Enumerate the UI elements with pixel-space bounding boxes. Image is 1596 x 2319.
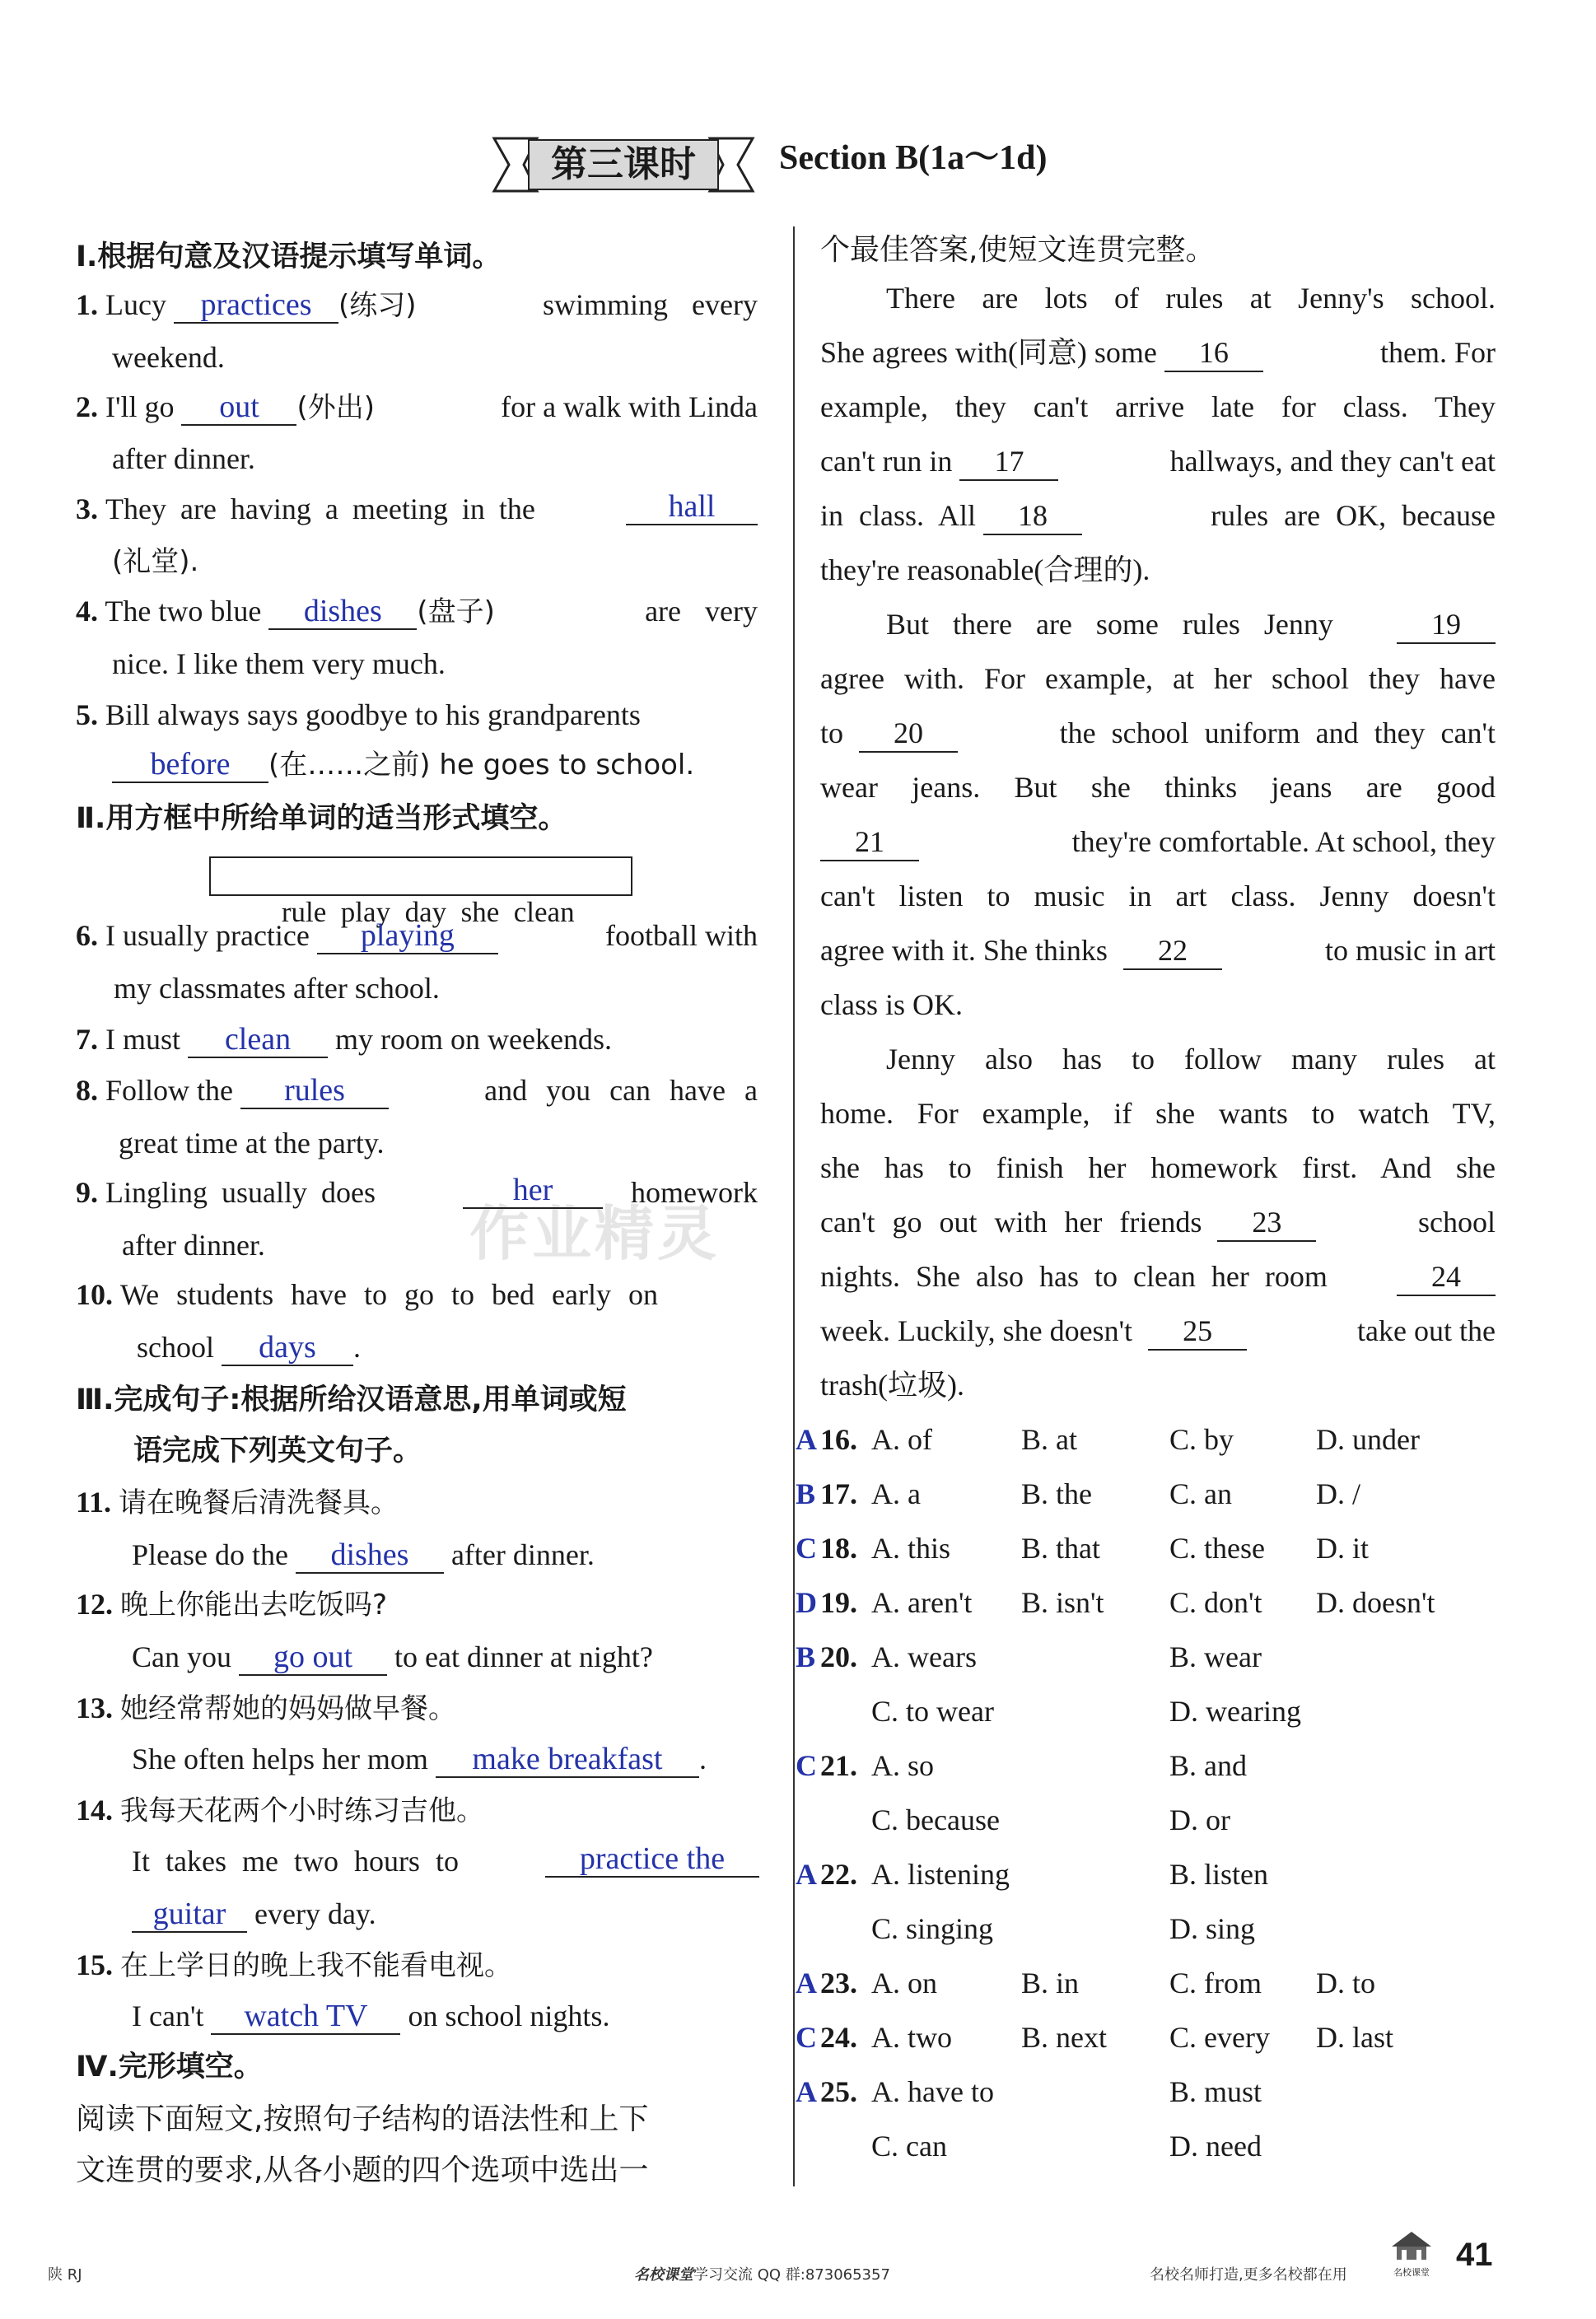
question-15: 15. 在上学日的晚上我不能看电视。 xyxy=(76,1948,512,1982)
question-13: 13. 她经常帮她的妈妈做早餐。 xyxy=(76,1691,456,1725)
blank-18: 18 xyxy=(983,497,1082,535)
choice-number: 20. xyxy=(820,1640,857,1673)
part4-instructions-3: 个最佳答案,使短文连贯完整。 xyxy=(820,233,1216,267)
passage-line: trash(垃圾). xyxy=(820,1369,964,1402)
footer-right-text: 名校名师打造,更多名校都在用 xyxy=(1150,2266,1347,2284)
answer-14: practice the xyxy=(545,1843,759,1878)
answer-6: playing xyxy=(317,920,498,954)
building-logo-icon xyxy=(1388,2228,1435,2261)
blank-22: 22 xyxy=(1123,932,1222,970)
option-c: C. every xyxy=(1169,2021,1270,2054)
choice-number: 22. xyxy=(820,1858,857,1891)
passage-line: class is OK. xyxy=(820,988,963,1021)
option-d: D. last xyxy=(1316,2021,1393,2054)
passage-line: agree with it. She thinks 22 to music in art xyxy=(820,932,1496,970)
selected-answer: A xyxy=(796,1967,817,1999)
passage-line: nights. She also has to clean her room 24 xyxy=(820,1258,1496,1295)
answer-2: out xyxy=(181,391,296,426)
blank-25: 25 xyxy=(1148,1313,1247,1351)
option-c: C. an xyxy=(1169,1477,1232,1510)
answer-4: dishes xyxy=(268,595,417,630)
question-10-cont: school days . xyxy=(137,1330,361,1365)
passage-line: Jenny also has to follow many rules at xyxy=(886,1043,1496,1076)
option-a: A. on xyxy=(871,1967,937,1999)
passage-line: agree with. For example, at her school they have xyxy=(820,662,1496,695)
passage-line: can't go out with her friends 23 school xyxy=(820,1204,1496,1242)
blank-17: 17 xyxy=(959,443,1058,481)
option-c: C. because xyxy=(871,1803,1000,1836)
answer-3: hall xyxy=(626,491,758,525)
blank-19: 19 xyxy=(1397,606,1496,644)
option-b: B. in xyxy=(1021,1967,1080,1999)
question-2-cont: after dinner. xyxy=(112,442,255,475)
option-a: A. of xyxy=(871,1423,932,1456)
passage-line: week. Luckily, she doesn't 25 take out the xyxy=(820,1313,1496,1351)
choice-number: 23. xyxy=(820,1967,857,1999)
answer-12: go out xyxy=(239,1641,387,1676)
passage-line: she has to finish her homework first. And she xyxy=(820,1151,1496,1184)
question-8: 8. Follow the rules and you can have a xyxy=(76,1073,758,1108)
question-14-en: It takes me two hours to practice the xyxy=(132,1843,759,1879)
watermark: 作业精灵 xyxy=(469,1199,721,1268)
choice-number: 18. xyxy=(820,1532,857,1565)
option-c: C. can xyxy=(871,2130,947,2163)
option-d: D. to xyxy=(1316,1967,1375,1999)
option-a: A. a xyxy=(871,1477,921,1510)
option-b: B. at xyxy=(1021,1423,1077,1456)
option-c: C. from xyxy=(1169,1967,1262,1999)
option-c: C. these xyxy=(1169,1532,1265,1565)
question-14-en-2: guitar every day. xyxy=(132,1896,376,1933)
passage-line: There are lots of rules at Jenny's school. xyxy=(886,282,1496,315)
blank-23: 23 xyxy=(1217,1204,1316,1242)
option-a: A. have to xyxy=(871,2075,994,2108)
question-3-cont: (礼堂). xyxy=(112,545,199,578)
answer-15: watch TV xyxy=(211,2000,400,2035)
option-c: C. don't xyxy=(1169,1586,1262,1619)
footer-center: 名校课堂学习交流 QQ 群:873065357 xyxy=(634,2266,890,2284)
question-9-cont: after dinner. xyxy=(122,1229,265,1262)
part2-heading: Ⅱ.用方框中所给单词的适当形式填空。 xyxy=(76,802,567,835)
blank-16: 16 xyxy=(1164,334,1263,372)
column-divider xyxy=(793,226,795,2186)
question-11: 11. 请在晚餐后清洗餐具。 xyxy=(76,1486,399,1519)
part4-instructions-2: 文连贯的要求,从各小题的四个选项中选出一 xyxy=(76,2153,649,2187)
blank-21: 21 xyxy=(820,824,919,861)
question-5-cont: before (在……之前) he goes to school. xyxy=(112,746,694,783)
option-c: C. singing xyxy=(871,1912,994,1945)
passage-line: to 20 the school uniform and they can't xyxy=(820,715,1496,753)
question-13-en: She often helps her mom make breakfast . xyxy=(132,1742,707,1776)
question-12: 12. 晚上你能出去吃饭吗? xyxy=(76,1588,388,1621)
section-title: Section B(1a～1d) xyxy=(779,139,1048,177)
lesson-badge xyxy=(488,132,759,198)
option-b: B. wear xyxy=(1169,1640,1262,1673)
passage-line: wear jeans. But she thinks jeans are good xyxy=(820,771,1496,804)
selected-answer: A xyxy=(796,2075,817,2108)
question-3: 3. They are having a meeting in the hall xyxy=(76,491,758,527)
logo-text: 名校课堂 xyxy=(1393,2267,1430,2278)
option-d: D. wearing xyxy=(1169,1695,1301,1728)
question-4: 4. The two blue dishes (盘子) are very xyxy=(76,594,758,628)
question-6-cont: my classmates after school. xyxy=(114,972,440,1005)
question-1-cont: weekend. xyxy=(112,341,225,374)
choice-number: 24. xyxy=(820,2021,857,2054)
answer-9: her xyxy=(463,1174,603,1209)
option-d: D. it xyxy=(1316,1532,1370,1565)
option-d: D. sing xyxy=(1169,1912,1256,1945)
part3-heading-2: 语完成下列英文句子。 xyxy=(133,1435,422,1467)
option-a: A. this xyxy=(871,1532,951,1565)
option-d: D. under xyxy=(1316,1423,1420,1456)
question-14: 14. 我每天花两个小时练习吉他。 xyxy=(76,1794,484,1827)
question-11-en: Please do the dishes after dinner. xyxy=(132,1537,595,1572)
option-d: D. or xyxy=(1169,1803,1230,1836)
option-b: B. next xyxy=(1021,2021,1107,2054)
answer-7: clean xyxy=(188,1024,328,1058)
part3-heading: Ⅲ.完成句子:根据所给汉语意思,用单词或短 xyxy=(76,1383,627,1416)
option-b: B. isn't xyxy=(1021,1586,1104,1619)
choice-number: 21. xyxy=(820,1749,857,1782)
selected-answer: A xyxy=(796,1423,817,1456)
question-15-en: I can't watch TV on school nights. xyxy=(132,1999,610,2033)
passage-line: She agrees with(同意) some 16 them. For xyxy=(820,334,1496,372)
question-1: 1. Lucy practices (练习) swimming every xyxy=(76,287,758,322)
option-c: C. by xyxy=(1169,1423,1234,1456)
selected-answer: C xyxy=(796,2021,817,2054)
question-6: 6. I usually practice playing football with xyxy=(76,918,758,953)
answer-13: make breakfast xyxy=(436,1743,699,1778)
option-a: A. wears xyxy=(871,1640,977,1673)
answer-14-cont: guitar xyxy=(132,1898,247,1933)
option-c: C. to wear xyxy=(871,1695,994,1728)
selected-answer: B xyxy=(796,1477,816,1510)
question-7: 7. I must clean my room on weekends. xyxy=(76,1022,612,1057)
answer-11: dishes xyxy=(296,1539,444,1574)
answer-5: before xyxy=(112,749,268,783)
question-2: 2. I'll go out (外出) for a walk with Linda xyxy=(76,390,758,424)
option-d: D. doesn't xyxy=(1316,1586,1435,1619)
answer-10: days xyxy=(222,1332,353,1366)
blank-24: 24 xyxy=(1397,1258,1496,1296)
passage-line: in class. All 18 rules are OK, because xyxy=(820,497,1496,535)
selected-answer: C xyxy=(796,1749,817,1782)
passage-line: example, they can't arrive late for class. They xyxy=(820,390,1496,423)
selected-answer: C xyxy=(796,1532,817,1565)
part4-instructions-1: 阅读下面短文,按照句子结构的语法性和上下 xyxy=(76,2102,649,2136)
lesson-badge-label: 第三课时 xyxy=(551,143,696,185)
blank-20: 20 xyxy=(859,715,958,753)
option-a: A. two xyxy=(871,2021,952,2054)
selected-answer: D xyxy=(796,1586,817,1619)
option-d: D. / xyxy=(1316,1477,1360,1510)
passage-line: But there are some rules Jenny 19 xyxy=(886,606,1496,642)
question-12-en: Can you go out to eat dinner at night? xyxy=(132,1640,653,1674)
question-8-cont: great time at the party. xyxy=(119,1127,385,1160)
answer-8: rules xyxy=(240,1075,389,1109)
passage-line: home. For example, if she wants to watch TV, xyxy=(820,1097,1496,1130)
footer-left: 陕 RJ xyxy=(48,2266,82,2284)
selected-answer: A xyxy=(796,1858,817,1891)
passage-line: they're reasonable(合理的). xyxy=(820,553,1150,586)
option-a: A. so xyxy=(871,1749,935,1782)
choice-number: 16. xyxy=(820,1423,857,1456)
word-box: rule play day she clean xyxy=(209,856,632,896)
question-9: 9. Lingling usually does her homework xyxy=(76,1173,758,1209)
option-b: B. listen xyxy=(1169,1858,1269,1891)
option-a: A. aren't xyxy=(871,1586,973,1619)
choice-number: 19. xyxy=(820,1586,857,1619)
option-b: B. that xyxy=(1021,1532,1100,1565)
page-number: 41 xyxy=(1456,2237,1493,2273)
passage-line: can't listen to music in art class. Jenny doesn't xyxy=(820,880,1496,912)
option-b: B. must xyxy=(1169,2075,1262,2108)
part1-heading: Ⅰ.根据句意及汉语提示填写单词。 xyxy=(76,240,502,273)
choice-number: 25. xyxy=(820,2075,857,2108)
passage-line: 21 they're comfortable. At school, they xyxy=(820,824,1496,861)
brand-logo xyxy=(1388,2228,1435,2281)
selected-answer: B xyxy=(796,1640,816,1673)
question-5: 5. Bill always says goodbye to his grandparents xyxy=(76,698,641,731)
option-b: B. the xyxy=(1021,1477,1092,1510)
passage-line: can't run in 17 hallways, and they can't eat xyxy=(820,443,1496,481)
part4-heading: Ⅳ.完形填空。 xyxy=(76,2051,263,2083)
option-d: D. need xyxy=(1169,2130,1262,2163)
option-a: A. listening xyxy=(871,1858,1010,1891)
option-b: B. and xyxy=(1169,1749,1247,1782)
question-4-cont: nice. I like them very much. xyxy=(112,647,446,680)
choice-number: 17. xyxy=(820,1477,857,1510)
answer-1: practices xyxy=(174,289,338,324)
question-10: 10. We students have to go to bed early on xyxy=(76,1278,658,1311)
